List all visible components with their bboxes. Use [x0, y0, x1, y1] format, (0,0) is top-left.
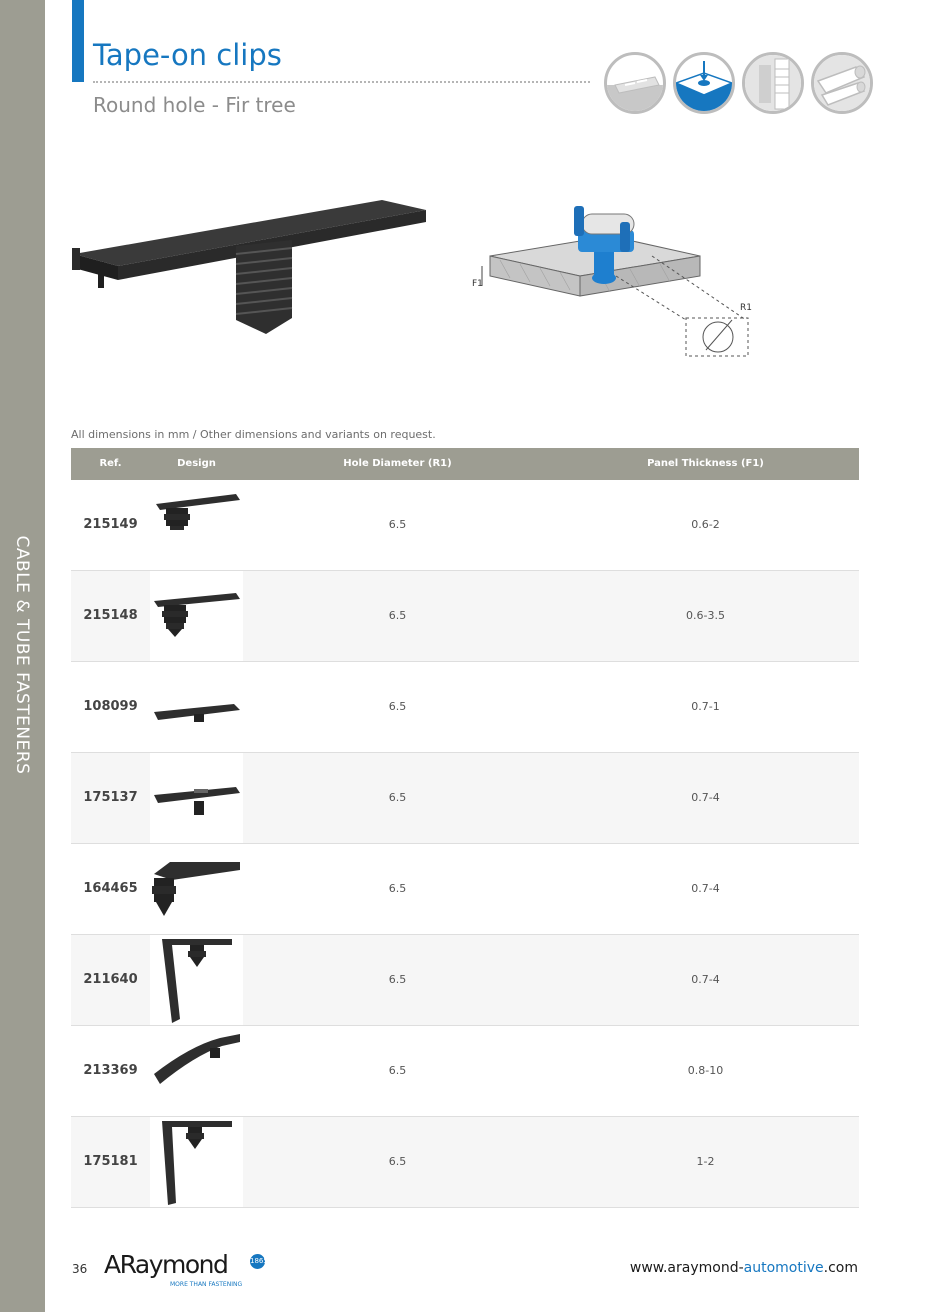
panel-thickness-cell: 0.7-4	[691, 882, 720, 895]
stud-icon	[742, 52, 804, 114]
hole-diameter-cell: 6.5	[388, 609, 407, 622]
slotted-plate-clip-icon	[150, 753, 243, 843]
panel-thickness-cell: 0.7-4	[691, 973, 720, 986]
panel-thickness-cell: 0.6-3.5	[686, 609, 725, 622]
col-hole-diameter: Hole Diameter (R1)	[343, 458, 452, 469]
hole-diameter-cell: 6.5	[388, 1064, 407, 1077]
thickness-label: F1	[472, 279, 483, 289]
diameter-label: R1	[740, 303, 752, 313]
design-thumbnail	[150, 844, 243, 934]
panel-thickness-cell: 1-2	[696, 1155, 715, 1168]
url-suffix: .com	[823, 1260, 858, 1276]
brand-logo	[104, 1250, 268, 1288]
design-thumbnail	[150, 935, 243, 1025]
design-thumbnail	[150, 662, 243, 752]
ref-cell: 211640	[83, 972, 138, 987]
design-thumbnail	[150, 480, 243, 570]
page-number: 36	[72, 1262, 88, 1276]
brand-badge: 1865	[250, 1254, 265, 1269]
ref-cell: 175137	[83, 790, 138, 805]
table-row	[71, 480, 859, 571]
table-header	[71, 448, 859, 480]
hole-diameter-cell: 6.5	[388, 882, 407, 895]
curved-arm-clip-icon	[150, 1026, 243, 1116]
title-accent-bar	[72, 0, 84, 82]
hole-diameter-cell: 6.5	[388, 700, 407, 713]
table-row	[71, 935, 859, 1026]
brand-name: ARaymond	[104, 1250, 228, 1279]
flat-surface-icon	[604, 52, 666, 114]
table-row	[71, 1117, 859, 1208]
design-thumbnail	[150, 1026, 243, 1116]
angled-fir-tree-clip-icon	[150, 844, 243, 934]
round-hole-panel-icon	[673, 52, 735, 114]
mounting-diagram	[470, 200, 760, 360]
ref-cell: 164465	[83, 881, 138, 896]
tube-icon	[811, 52, 873, 114]
ref-cell: 215149	[83, 517, 138, 532]
table-row	[71, 753, 859, 844]
website-link[interactable]	[630, 1260, 858, 1276]
table-row	[71, 1026, 859, 1117]
table-body	[71, 480, 859, 1208]
url-prefix: www.araymond-	[629, 1260, 744, 1276]
table-row	[71, 571, 859, 662]
design-thumbnail	[150, 1117, 243, 1207]
page-title: Tape-on clips	[93, 38, 282, 72]
ref-cell: 175181	[83, 1154, 138, 1169]
table-row	[71, 844, 859, 935]
design-thumbnail	[150, 753, 243, 843]
dimensions-note: All dimensions in mm / Other dimensions and variants on request.	[71, 428, 436, 441]
panel-thickness-cell: 0.8-10	[687, 1064, 724, 1077]
col-panel-thickness: Panel Thickness (F1)	[647, 458, 764, 469]
page-subtitle: Round hole - Fir tree	[93, 93, 296, 117]
table-row	[71, 662, 859, 753]
hole-diameter-cell: 6.5	[388, 518, 407, 531]
ref-cell: 215148	[83, 608, 138, 623]
url-accent: automotive	[743, 1260, 824, 1276]
panel-thickness-cell: 0.7-4	[691, 791, 720, 804]
l-bracket-tall-clip-icon	[150, 1117, 243, 1207]
hole-diameter-cell: 6.5	[388, 1155, 407, 1168]
l-bracket-clip-icon	[150, 935, 243, 1025]
fir-tree-long-clip-icon	[150, 571, 243, 661]
panel-thickness-cell: 0.7-1	[691, 700, 720, 713]
hole-diameter-cell: 6.5	[388, 973, 407, 986]
section-label: CABLE & TUBE FASTENERS	[12, 535, 32, 775]
design-thumbnail	[150, 571, 243, 661]
panel-thickness-cell: 0.6-2	[691, 518, 720, 531]
ref-cell: 108099	[83, 699, 138, 714]
product-image	[70, 190, 440, 340]
col-design: Design	[177, 458, 216, 469]
ref-cell: 213369	[83, 1063, 138, 1078]
hole-diameter-cell: 6.5	[388, 791, 407, 804]
product-table	[71, 448, 859, 1208]
side-band	[0, 0, 45, 1312]
brand-tagline: MORE THAN FASTENING	[170, 1281, 243, 1288]
title-divider	[93, 81, 590, 83]
col-ref: Ref.	[99, 458, 122, 469]
flat-stub-clip-icon	[150, 662, 243, 752]
fir-tree-short-clip-icon	[150, 480, 243, 570]
